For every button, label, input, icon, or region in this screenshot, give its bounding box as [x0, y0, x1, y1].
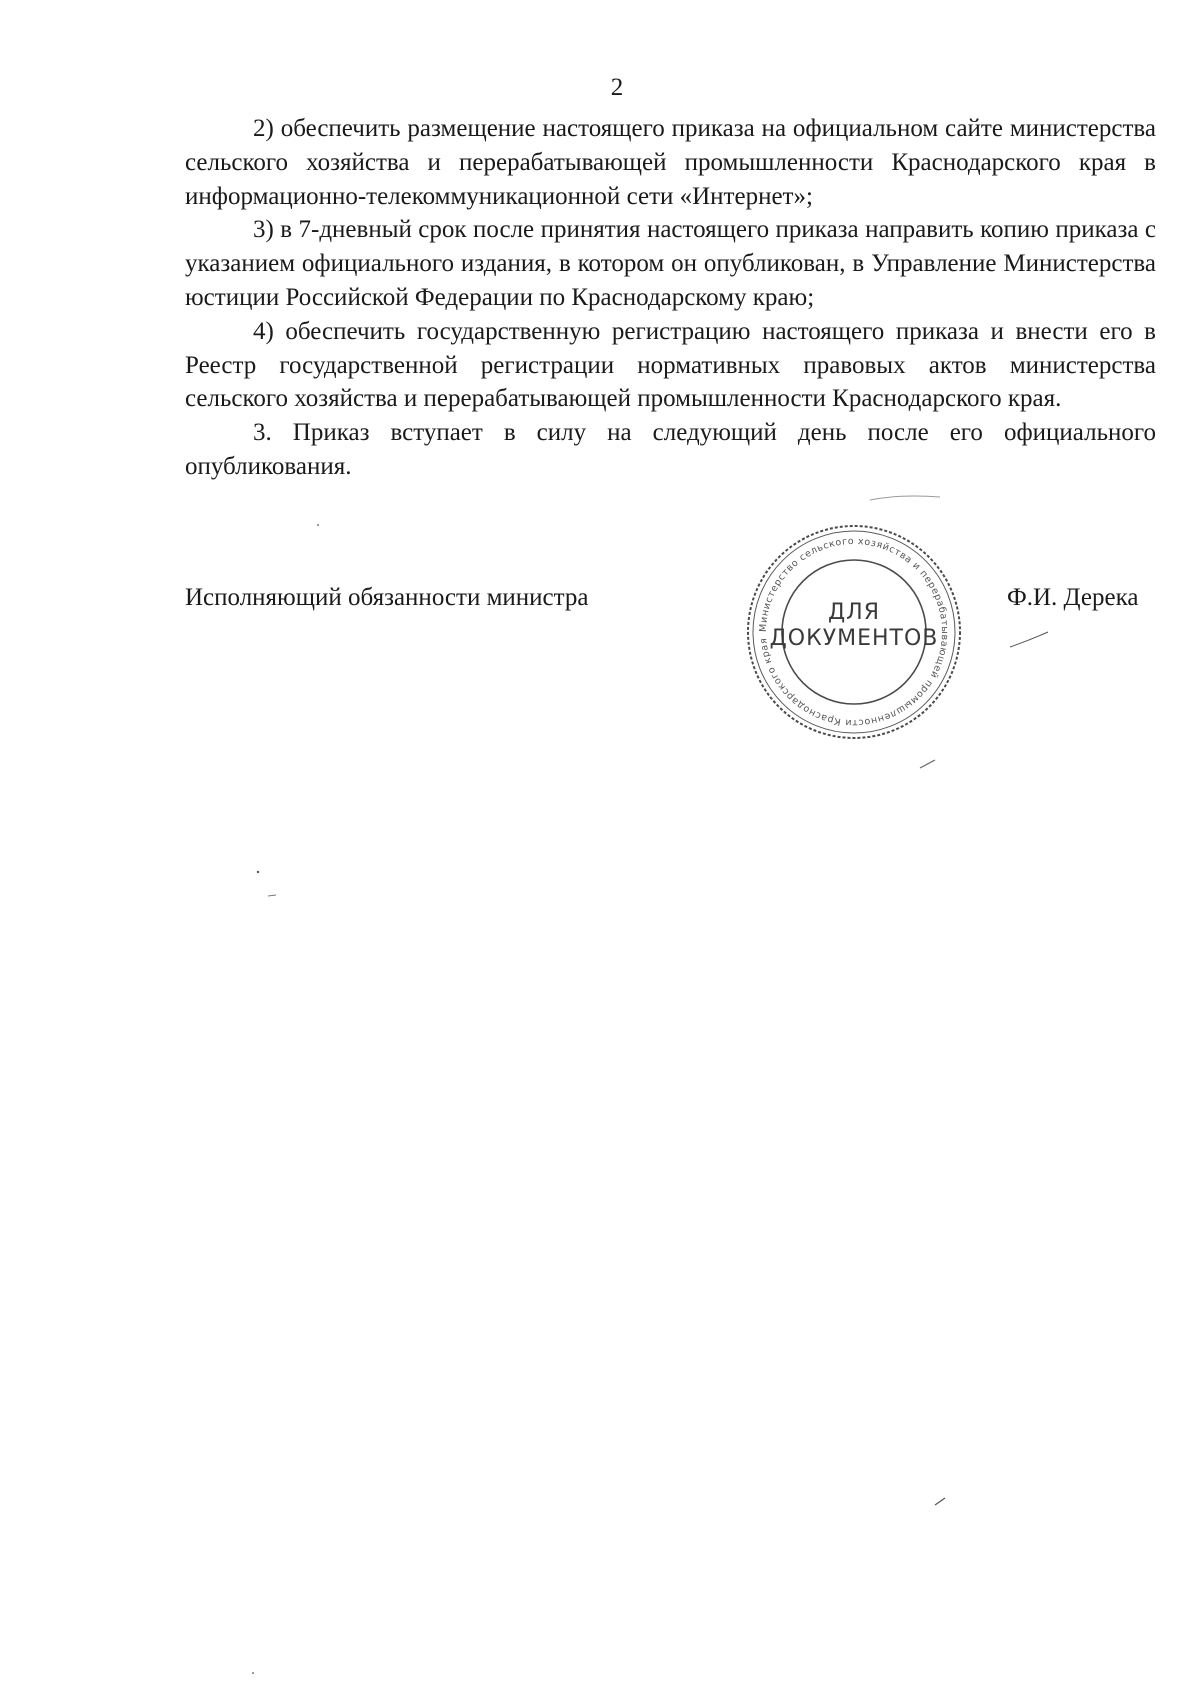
scan-mark: [935, 1498, 945, 1505]
scan-dot: [317, 524, 319, 526]
scan-mark: [870, 496, 940, 500]
scan-mark: [920, 760, 935, 768]
signatory-name: Ф.И. Дерека: [1007, 584, 1139, 611]
scan-mark: [268, 895, 276, 896]
page-number: 2: [610, 74, 624, 101]
paragraph-effective-date: 3. Приказ вступает в силу на следующий день после его официального опубликования.: [185, 419, 1156, 480]
stamp-center-text: [738, 600, 970, 652]
paragraph-item-3: 3) в 7-дневный срок после принятия настоящего приказа направить копию приказа с указанием официального издания, в котором он опубликован, в Управление Министерства юстиции Российской Федерации по Краснодарскому краю;: [185, 216, 1156, 311]
official-stamp: [738, 516, 970, 748]
signature-stroke: [1010, 632, 1048, 647]
paragraph-item-4: 4) обеспечить государственную регистрацию настоящего приказа и внести его в Реестр государственной регистрации нормативных правовых актов министерства сельского хозяйства и перерабатывающей промышленности Краснодарского края.: [185, 317, 1156, 413]
scan-dot: [257, 871, 259, 873]
stamp-line-1: ДЛЯ: [827, 600, 881, 625]
document-body: [185, 112, 1156, 484]
stamp-line-2: ДОКУМЕНТОВ: [769, 626, 939, 651]
scan-dot: [252, 1672, 254, 1674]
signatory-title: Исполняющий обязанности министра: [185, 584, 589, 611]
stamp-ring-text: Министерство сельского хозяйства и перерабатывающей промышленности Краснодарского края: [757, 535, 951, 729]
paragraph-item-2: 2) обеспечить размещение настоящего приказа на официальном сайте министерства сельского хозяйства и перерабатывающей промышленности Краснодарского края в информационно-телекоммуникационной сети «Интернет»;: [185, 115, 1156, 210]
